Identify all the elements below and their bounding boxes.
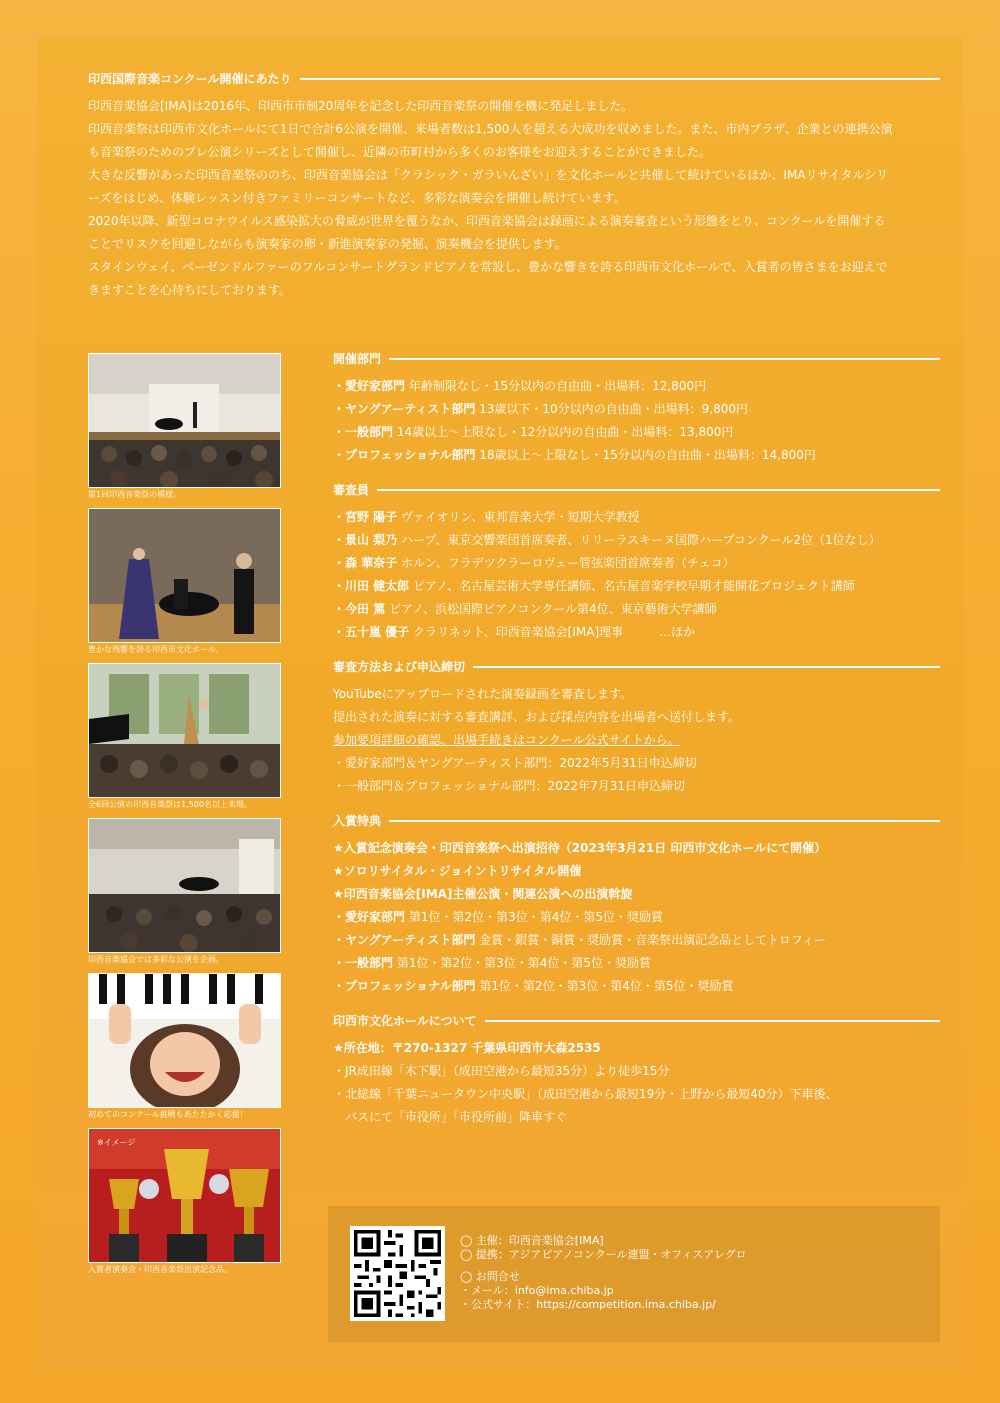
prize-highlight: ★印西音楽協会[IMA]主催公演・関連公演への出演斡旋 bbox=[333, 887, 633, 901]
photo-column bbox=[88, 353, 281, 1283]
partner-line: ◯ 提携：アジアピアノコンクール連盟・オフィスアレグロ bbox=[460, 1248, 747, 1261]
division-item: ・プロフェッショナル部門 18歳以上〜上限なし・15分以内の自由曲・出場料：14,800円 bbox=[333, 448, 816, 462]
prize-item: ・一般部門 第1位・第2位・第3位・第4位・第5位・奨励賞 bbox=[333, 956, 652, 970]
judge-item: ・森 華奈子 ホルン、フラデツクラーロヴェー管弦楽団首席奏者（チェコ） bbox=[333, 556, 735, 570]
deadline-line: ・一般部門＆プロフェッショナル部門：2022年7月31日申込締切 bbox=[333, 779, 686, 793]
photo-caption: 初めてのコンクール挑戦もあたたかく応援！ bbox=[88, 1110, 248, 1119]
photo-caption: 印西音楽協会では多彩な公演を企画。 bbox=[88, 955, 224, 964]
judge-item: ・今田 篤 ピアノ、浜松国際ピアノコンクール第4位、東京藝術大学講師 bbox=[333, 602, 717, 616]
intro-line: 印西音楽協会[IMA]は2016年、印西市市制20周年を記念した印西音楽祭の開催を機に発足しました。 bbox=[88, 99, 634, 113]
image-note: ※イメージ bbox=[97, 1138, 136, 1147]
method-section bbox=[333, 658, 940, 798]
intro-line: 大きな反響があった印西音楽祭ののち、印西音楽協会は「クラシック・ガラいんざい」を文化ホールと共催して続けているほか、IMAリサイタルシリ bbox=[88, 168, 889, 182]
intro-line: 印西音楽祭は印西市文化ホールにて1日で合計6公演を開催、来場者数は1,500人を超える大成功を収めました。また、市内プラザ、企業との連携公演 bbox=[88, 122, 893, 136]
details-column bbox=[333, 350, 940, 1143]
email-link[interactable]: ・メール：info@ima.chiba.jp bbox=[460, 1284, 614, 1297]
divisions-heading: 開催部門 bbox=[333, 350, 940, 367]
access-line: ・JR成田線「木下駅」（成田空港から最短35分）より徒歩15分 bbox=[333, 1064, 670, 1078]
photo-caption: 第1回印西音楽祭の模様。 bbox=[88, 490, 182, 499]
harp-concert-photo bbox=[88, 663, 281, 798]
prizes-heading: 入賞特典 bbox=[333, 812, 940, 829]
division-item: ・愛好家部門 年齢制限なし・15分以内の自由曲・出場料：12,800円 bbox=[333, 379, 707, 393]
intro-line: ことでリスクを回避しながらも演奏家の卵・新進演奏家の発掘、演奏機会を提供します。 bbox=[88, 237, 567, 251]
contact-box bbox=[328, 1206, 940, 1342]
stage-performance-photo bbox=[88, 508, 281, 643]
hall-section bbox=[333, 1012, 940, 1129]
method-line: 提出された演奏に対する審査講評、および採点内容を出場者へ送付します。 bbox=[333, 710, 741, 724]
method-heading: 審査方法および申込締切 bbox=[333, 658, 940, 675]
deadline-line: ・愛好家部門＆ヤングアーティスト部門：2022年5月31日申込締切 bbox=[333, 756, 697, 770]
judge-item: ・景山 梨乃 ハープ、東京交響楽団首席奏者、リリーラスキーヌ国際ハープコンクール2位（1位なし） bbox=[333, 533, 881, 547]
photo-caption: 全6回公演の印西音楽祭は1,500名以上来場。 bbox=[88, 800, 252, 809]
prizes-section bbox=[333, 812, 940, 998]
intro-line: も音楽祭のためのプレ公演シリーズとして開催し、近隣の市町村から多くのお客様をお迎えすることができました。 bbox=[88, 145, 711, 159]
hall-address: ★所在地：〒270-1327 千葉県印西市大森2535 bbox=[333, 1041, 601, 1055]
judges-heading: 審査員 bbox=[333, 481, 940, 498]
prize-highlight: ★ソロリサイタル・ジョイントリサイタル開催 bbox=[333, 864, 582, 878]
prize-item: ・プロフェッショナル部門 第1位・第2位・第3位・第4位・第5位・奨励賞 bbox=[333, 979, 734, 993]
division-item: ・一般部門 14歳以上〜上限なし・12分以内の自由曲・出場料：13,800円 bbox=[333, 425, 734, 439]
contact-heading: ◯ お問合せ bbox=[460, 1270, 520, 1283]
prize-highlight: ★入賞記念演奏会・印西音楽祭へ出演招待（2023年3月21日 印西市文化ホールにて開催） bbox=[333, 841, 827, 855]
official-site-link[interactable]: 参加要項詳細の確認、出場手続きはコンクール公式サイトから。 bbox=[333, 733, 680, 747]
division-item: ・ヤングアーティスト部門 13歳以下・10分以内の自由曲・出場料：9,800円 bbox=[333, 402, 749, 416]
intro-line: ーズをはじめ、体験レッスン付きファミリーコンサートなど、多彩な演奏会を開催し続けています。 bbox=[88, 191, 626, 205]
access-line: ・北総線「千葉ニュータウン中央駅」（成田空港から最短19分・上野から最短40分）下車後、 bbox=[333, 1087, 838, 1101]
access-line: バスにて「市役所」「市役所前」降車すぐ bbox=[333, 1110, 568, 1124]
photo-caption: 入賞者演奏会・印西音楽祭出演記念品。 bbox=[88, 1265, 232, 1274]
hall-audience-photo bbox=[88, 818, 281, 953]
child-piano-photo bbox=[88, 973, 281, 1108]
hall-heading: 印西市文化ホールについて bbox=[333, 1012, 940, 1029]
intro-line: きますことを心待ちにしております。 bbox=[88, 283, 292, 297]
intro-heading: 印西国際音楽コンクール開催にあたり bbox=[88, 70, 940, 87]
concert-hall-photo bbox=[88, 353, 281, 488]
trophy-photo bbox=[88, 1128, 281, 1263]
divisions-section bbox=[333, 350, 940, 467]
method-line: YouTubeにアップロードされた演奏録画を審査します。 bbox=[333, 687, 632, 701]
judges-section bbox=[333, 481, 940, 644]
judge-item: ・五十嵐 優子 クラリネット、印西音楽協会[IMA]理事 …ほか bbox=[333, 625, 696, 639]
judge-item: ・宮野 陽子 ヴァイオリン、東邦音楽大学・短期大学教授 bbox=[333, 510, 640, 524]
photo-caption: 豊かな残響を誇る印西市文化ホール。 bbox=[88, 645, 224, 654]
qr-code-icon[interactable] bbox=[350, 1226, 445, 1321]
intro-section bbox=[88, 70, 940, 302]
website-link[interactable]: ・公式サイト：https://competition.ima.chiba.jp/ bbox=[460, 1298, 716, 1311]
intro-line: スタインウェイ、ベーゼンドルファーのフルコンサートグランドピアノを常設し、豊かな響きを誇る印西市文化ホールで、入賞者の皆さまをお迎えで bbox=[88, 260, 888, 274]
judge-item: ・川田 健太郎 ピアノ、名古屋芸術大学専任講師、名古屋音楽学校早期才能開花プロジェクト講師 bbox=[333, 579, 855, 593]
contact-text bbox=[460, 1234, 747, 1312]
intro-line: 2020年以降、新型コロナウイルス感染拡大の脅威が世界を覆うなか、印西音楽協会は録画による演奏審査という形態をとり、コンクールを開催する bbox=[88, 214, 886, 228]
prize-item: ・愛好家部門 第1位・第2位・第3位・第4位・第5位・奨励賞 bbox=[333, 910, 664, 924]
organizer-line: ◯ 主催：印西音楽協会[IMA] bbox=[460, 1234, 604, 1247]
prize-item: ・ヤングアーティスト部門 金賞・銀賞・銅賞・奨励賞・音楽祭出演記念品としてトロフィー bbox=[333, 933, 826, 947]
